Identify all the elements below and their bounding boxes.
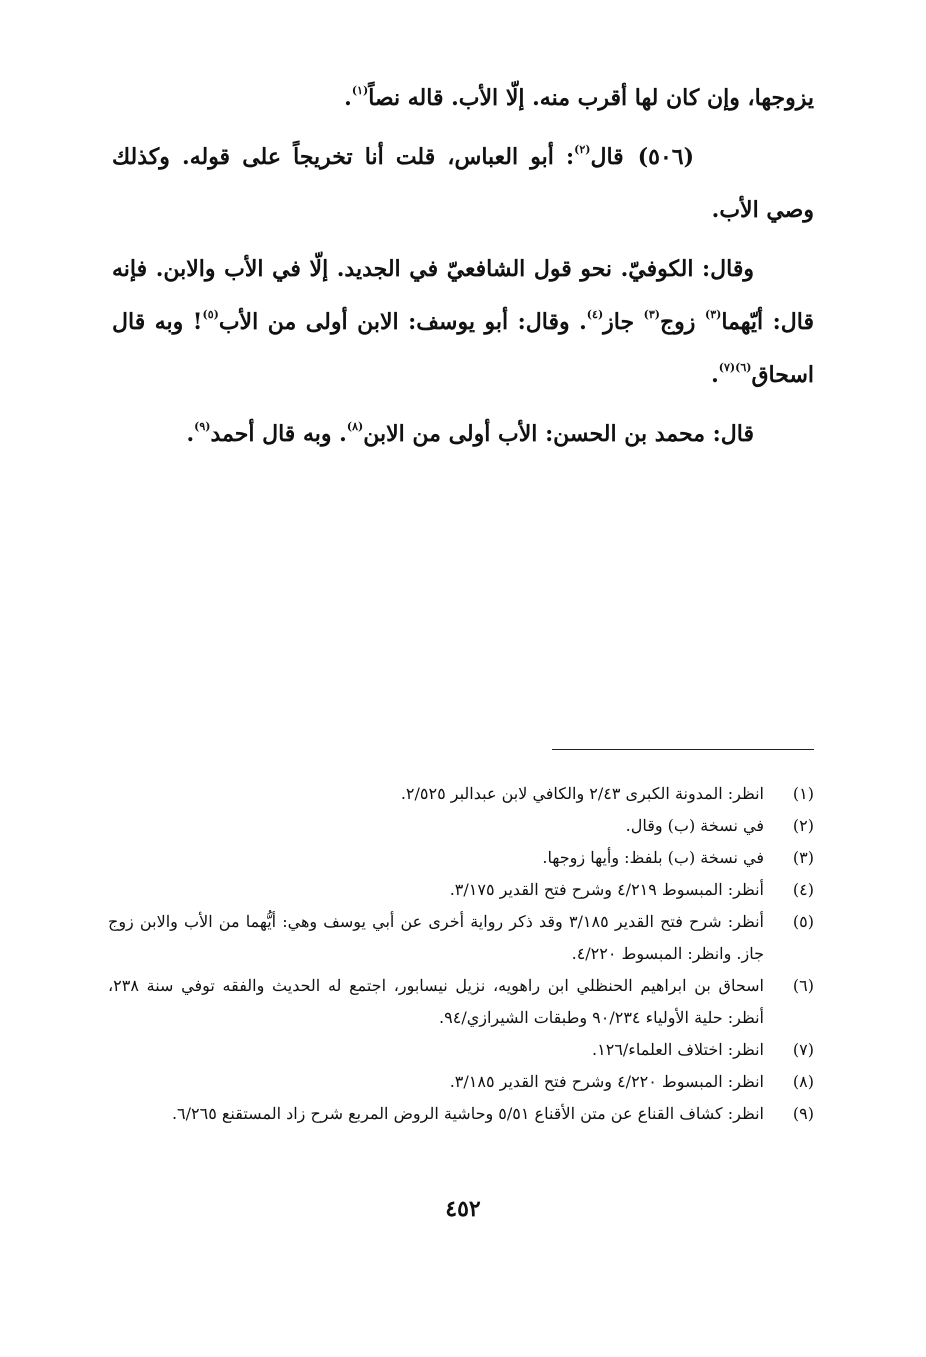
footnote-ref-7: (٧): [718, 361, 736, 374]
paragraph-text: : أبو العباس، قلت أنا تخريجاً على قوله. وكذلك وصي الأب.: [112, 144, 814, 223]
footnote-number: (٥): [792, 912, 814, 931]
paragraph-end: .: [344, 85, 352, 111]
paragraph-text: ! وبه قال اسحاق: [112, 309, 814, 388]
footnote-5: [108, 906, 814, 970]
footnote-text: اسحاق بن ابراهيم الحنظلي ابن راهويه، نزيل نيسابور، اجتمع له الحديث والفقه توفي سنة ٢٣٨، أنظر: حلية الأولياء ٩٠/٢٣٤ وطبقات الشيرازي/٩٤.: [108, 976, 764, 1027]
footnote-text: انظر: المدونة الكبرى ٢/٤٣ والكافي لابن عبدالبر ٢/٥٢٥.: [400, 784, 764, 803]
footnote-9: [108, 1098, 814, 1130]
footnote-number: (٧): [792, 1040, 814, 1059]
footnote-ref-8: (٨): [346, 420, 364, 433]
paragraph-text: زوج: [659, 309, 705, 335]
footnote-ref-4: (٤): [586, 308, 604, 321]
paragraph-end: .: [711, 362, 719, 388]
footnote-text: في نسخة (ب) وقال.: [625, 816, 764, 835]
footnotes: [108, 778, 814, 1130]
footnote-number: (١): [792, 784, 814, 803]
page-number: ٤٥٢: [445, 1196, 481, 1222]
paragraph-4: [112, 408, 814, 461]
footnote-text: انظر: اختلاف العلماء/١٢٦.: [592, 1040, 764, 1059]
footnote-text: أنظر: شرح فتح القدير ٣/١٨٥ وقد ذكر رواية أخرى عن أبي يوسف وهي: أيُّهما من الأب والابن زوج جاز. وانظر: المبسوط ٤/٢٢٠.: [108, 912, 765, 963]
paragraph-1: [112, 72, 814, 125]
paragraph-text: قال: [590, 144, 624, 170]
paragraph-3: [112, 243, 814, 402]
paragraph-text: قال: محمد بن الحسن: الأب أولى من الابن: [363, 421, 754, 447]
footnote-text: أنظر: المبسوط ٤/٢١٩ وشرح فتح القدير ٣/١٧٥.: [449, 880, 764, 899]
footnote-ref-9: (٩): [194, 420, 211, 433]
paragraph-text: . وبه قال أحمد: [210, 421, 347, 447]
footnote-ref-3: (٣): [704, 308, 722, 321]
paragraph-text: جاز: [603, 309, 644, 335]
paragraph-text: وقال: الكوفيّ. نحو قول الشافعيّ في الجديد. إلّا في الأب والابن. فإنه قال: أيّهما: [112, 256, 814, 335]
paragraph-text: . وقال: أبو يوسف: الابن أولى من الأب: [218, 309, 587, 335]
footnote-text: انظر: المبسوط ٤/٢٢٠ وشرح فتح القدير ٣/١٨٥.: [449, 1072, 764, 1091]
footnote-2: [108, 810, 814, 842]
footnote-number: (٦): [792, 976, 814, 995]
main-text: [112, 72, 814, 461]
footnote-number: (٣): [792, 848, 814, 867]
footnote-ref-5: (٥): [202, 308, 219, 321]
footnote-ref-3b: (٣): [643, 308, 660, 321]
paragraph-end: .: [186, 421, 195, 447]
footnote-number: (٢): [792, 816, 814, 835]
footnote-number: (٩): [792, 1104, 814, 1123]
footnote-number: (٤): [792, 880, 814, 899]
footnote-3: [108, 842, 814, 874]
footnote-text: انظر: كشاف القناع عن متن الأقناع ٥/٥١ وحاشية الروض المربع شرح زاد المستقنع ٦/٢٦٥.: [171, 1104, 764, 1123]
paragraph-text: يزوجها، وإن كان لها أقرب منه. إلّا الأب. قاله نصاً: [368, 85, 814, 111]
footnote-ref-1: (١): [351, 84, 369, 97]
footnote-ref-2: (٢): [574, 143, 591, 156]
footnote-number: (٨): [792, 1072, 814, 1091]
footnote-6: [108, 970, 814, 1034]
footnote-text: في نسخة (ب) بلفظ: وأيها زوجها.: [542, 848, 764, 867]
footnote-4: [108, 874, 814, 906]
footnote-1: [108, 778, 814, 810]
issue-number: (٥٠٦): [637, 144, 694, 170]
footnote-separator: [552, 749, 814, 750]
footnote-8: [108, 1066, 814, 1098]
footnote-ref-6: (٦): [735, 361, 752, 374]
footnote-7: [108, 1034, 814, 1066]
paragraph-506: [112, 131, 814, 237]
